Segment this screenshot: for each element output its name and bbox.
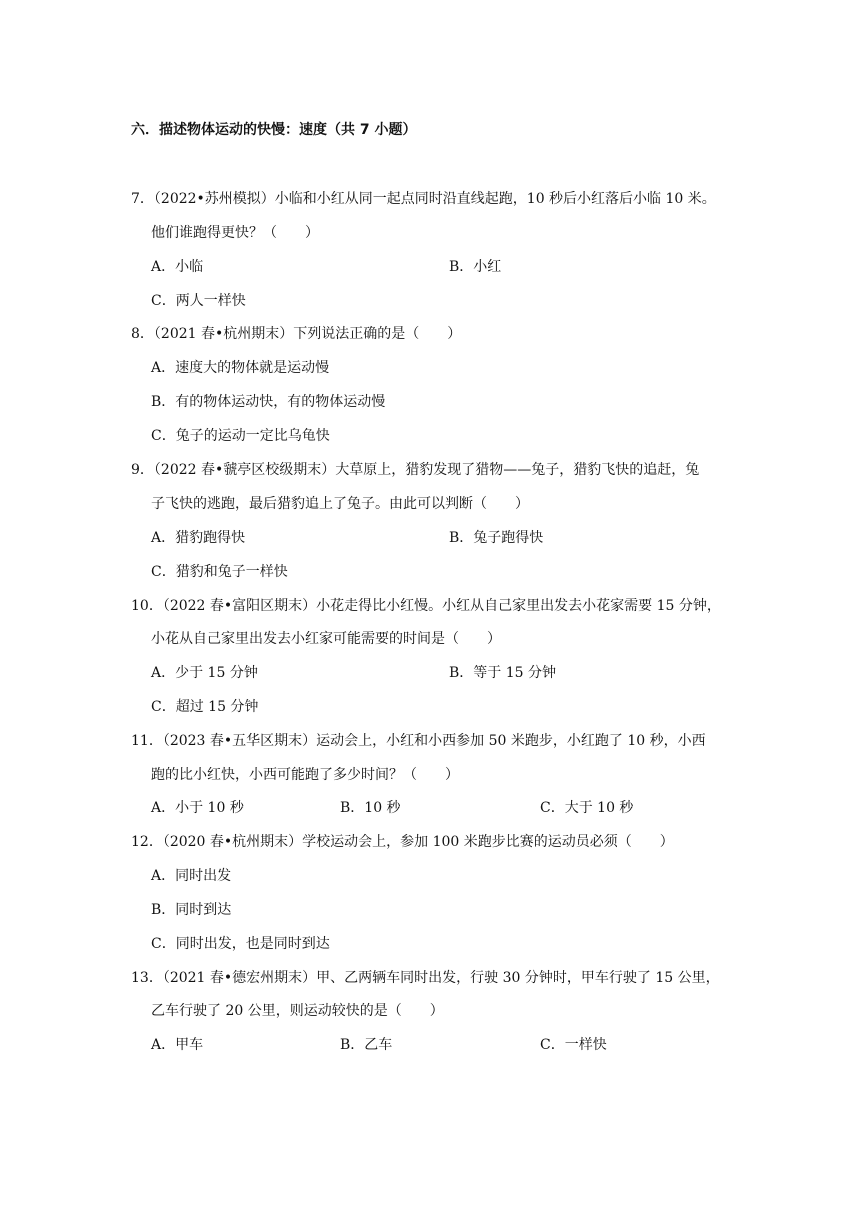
question-13-stem-line-2: 乙车行驶了 20 公里，则运动较快的是（ ） [151,1003,444,1019]
question-10-stem-line-1: 10．（2022 春•富阳区期末）小花走得比小红慢。小红从自己家里出发去小花家需要 15 分钟， [131,598,721,614]
question-9-option-b: B．兔子跑得快 [449,530,544,546]
question-8-option-b: B．有的物体运动快，有的物体运动慢 [151,394,386,410]
question-8-stem-line-1: 8．（2021 春•杭州期末）下列说法正确的是（ ） [131,326,462,342]
question-11-option-b: B．10 秒 [340,800,401,816]
question-8-option-c: C．兔子的运动一定比乌龟快 [151,428,330,444]
question-11-option-a: A．小于 10 秒 [151,800,244,816]
question-12-option-c: C．同时出发，也是同时到达 [151,936,330,952]
question-12-stem-line-1: 12．（2020 春•杭州期末）学校运动会上，参加 100 米跑步比赛的运动员必须（ ） [131,834,674,850]
question-12-option-a: A．同时出发 [151,868,232,884]
question-7-stem-line-1: 7．（2022•苏州模拟）小临和小红从同一起点同时沿直线起跑，10 秒后小红落后小临 10 米。 [131,191,716,207]
question-13-option-a: A．甲车 [151,1037,204,1053]
question-13-option-b: B．乙车 [340,1037,393,1053]
question-10-option-b: B．等于 15 分钟 [449,665,557,681]
question-9-option-a: A．猎豹跑得快 [151,530,246,546]
question-10-option-a: A．少于 15 分钟 [151,665,258,681]
question-13-option-c: C．一样快 [540,1037,607,1053]
question-13-stem-line-1: 13．（2021 春•德宏州期末）甲、乙两辆车同时出发，行驶 30 分钟时，甲车行驶了 15 公里， [131,970,720,986]
question-10-option-c: C．超过 15 分钟 [151,699,259,715]
question-11-stem-line-1: 11．（2023 春•五华区期末）运动会上，小红和小西参加 50 米跑步，小红跑了 10 秒，小西 [131,733,706,749]
section-title: 六．描述物体运动的快慢：速度（共 7 小题） [131,122,417,138]
question-10-stem-line-2: 小花从自己家里出发去小红家可能需要的时间是（ ） [151,631,501,647]
question-11-option-c: C．大于 10 秒 [540,800,634,816]
question-7-stem-line-2: 他们谁跑得更快？（ ） [151,225,319,241]
question-9-stem-line-1: 9．（2022 春•虢亭区校级期末）大草原上，猎豹发现了猎物——兔子，猎豹飞快的追赶，兔 [131,462,700,478]
question-7-option-a: A．小临 [151,259,204,275]
question-9-stem-line-2: 子飞快的逃跑，最后猎豹追上了兔子。由此可以判断（ ） [151,496,529,512]
question-7-option-c: C．两人一样快 [151,293,246,309]
question-11-stem-line-2: 跑的比小红快，小西可能跑了多少时间？（ ） [151,767,459,783]
question-8-option-a: A．速度大的物体就是运动慢 [151,360,330,376]
question-7-option-b: B．小红 [449,259,502,275]
question-9-option-c: C．猎豹和兔子一样快 [151,564,288,580]
question-12-option-b: B．同时到达 [151,902,232,918]
